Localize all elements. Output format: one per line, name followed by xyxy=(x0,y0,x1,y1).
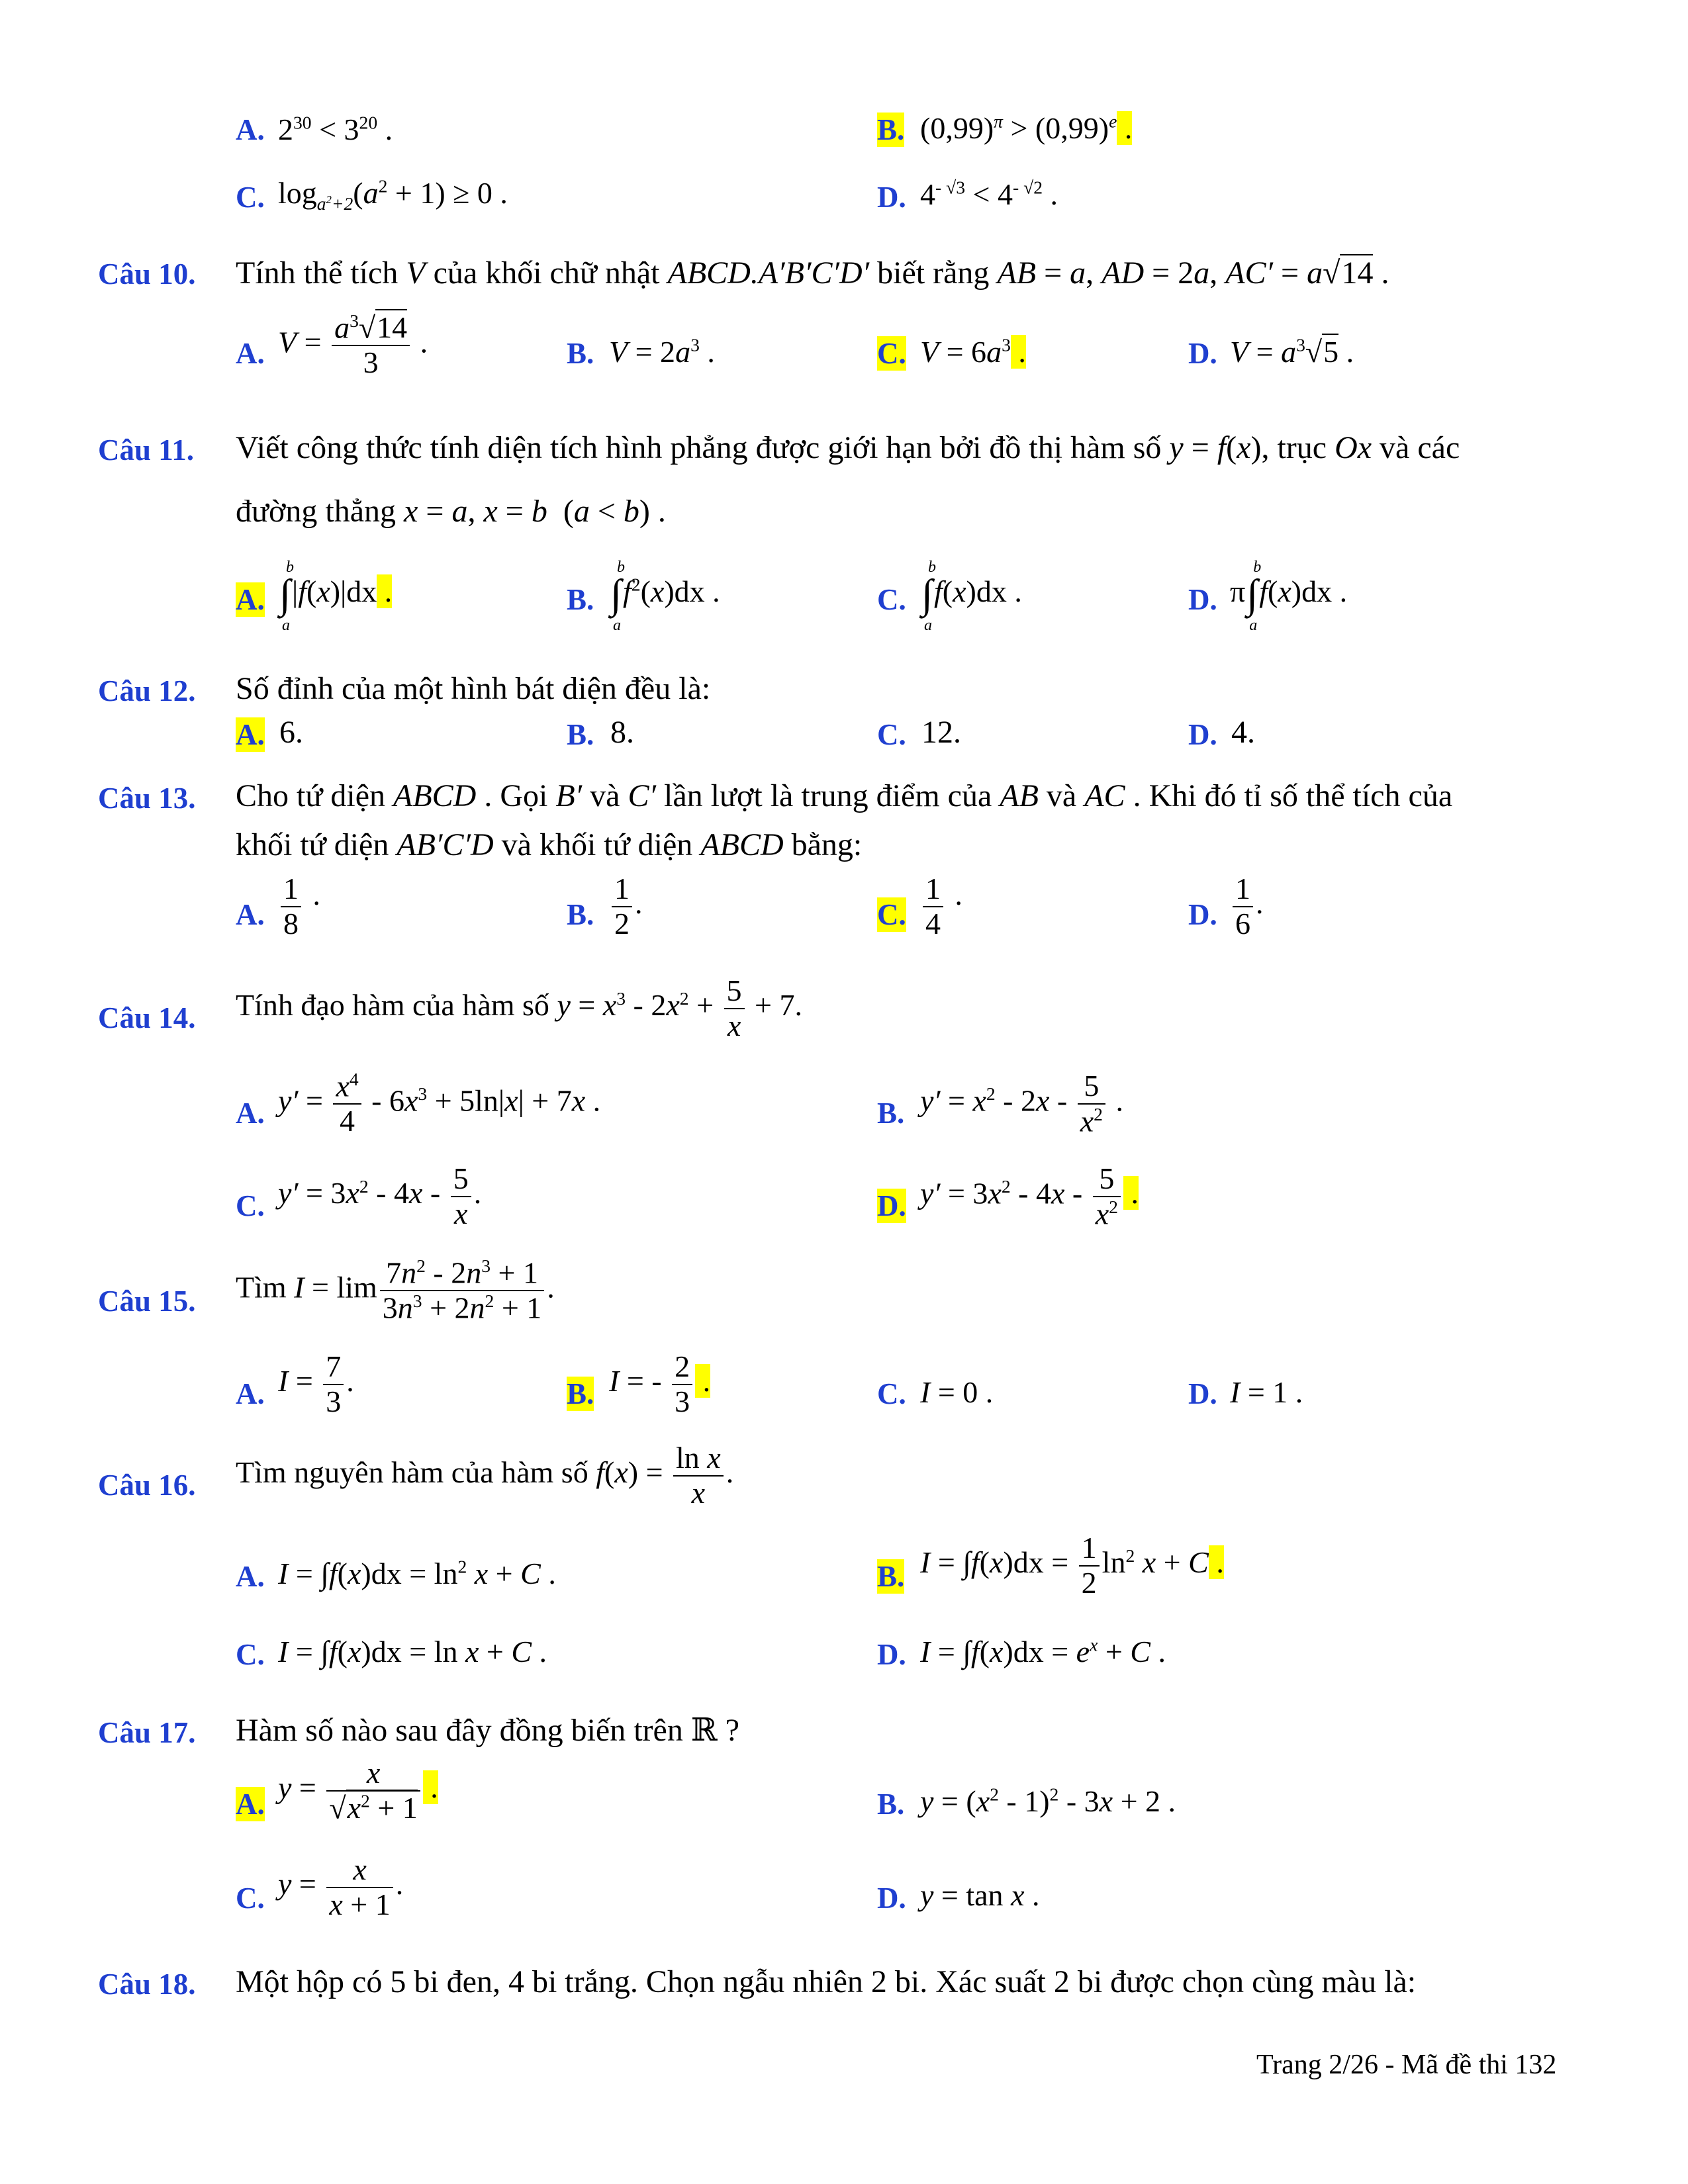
q13-option-c-label: C. xyxy=(877,898,906,931)
q12-option-d-label: D. xyxy=(1188,718,1217,751)
q14-stem: Tính đạo hàm của hàm số $y = x^3 - 2x^2$ + $\frac{5}{x}$ + 7. xyxy=(236,974,802,1042)
q15-stem: Tìm I = lim $\frac{7n^2 - 2n^3 + 1}{3n^3 + 2n^2 + 1}$ . xyxy=(236,1255,555,1325)
q14-option-a-math: y′ = $\frac{x^4}{4}$ - $6x^3 + 5\ln|x| + 7x$ . xyxy=(278,1069,601,1138)
q18-stem: Một hộp có 5 bi đen, 4 bi trắng. Chọn ngẫu nhiên 2 bi. Xác suất 2 bi được chọn cùng màu là: xyxy=(236,1964,1417,1999)
q17-option-d-math: y = tan x . xyxy=(920,1878,1040,1912)
q14-option-b-math: $y' = x^2 - 2x$ - $\frac{5}{x^2}$ . xyxy=(920,1069,1123,1138)
q14-option-d-math: $y' = 3x^2 - 4x$ - $\frac{5}{x^2}$ . xyxy=(920,1161,1139,1230)
q9-option-b-label: B. xyxy=(877,113,905,146)
q9-option-c-label: C. xyxy=(236,181,265,214)
q16-option-d-label: D. xyxy=(877,1638,906,1671)
q12-option-a-text: 6. xyxy=(279,715,303,750)
q15-option-c-math: I = 0 . xyxy=(920,1375,994,1409)
q15-option-a-label: A. xyxy=(236,1377,265,1410)
q16-stem: Tìm nguyên hàm của hàm số f(x) = $\frac{\text{ln x}}{x}$ . xyxy=(236,1441,734,1510)
page-footer: Trang 2/26 - Mã đề thi 132 xyxy=(1256,2050,1557,2080)
q13-option-a-label: A. xyxy=(236,898,265,931)
q11-stem-line-2: đường thẳng x = a, x = b (a < b) . xyxy=(236,494,666,529)
q11-number: Câu 11. xyxy=(98,433,195,467)
q14-option-c-math: $y' = 3x^2 - 4x$ - $\frac{5}{x}$ . xyxy=(278,1161,482,1230)
q12-option-c-label: C. xyxy=(877,718,906,751)
q14-option-a-label: A. xyxy=(236,1097,265,1130)
q11-option-b-math: ∫ b a $f^2(x)dx$ . xyxy=(610,559,720,635)
q10-option-a-label: A. xyxy=(236,337,265,370)
q9-option-d-label: D. xyxy=(877,181,906,214)
q10-option-b-label: B. xyxy=(567,337,594,370)
q17-stem: Hàm số nào sau đây đồng biến trên ℝ ? xyxy=(236,1713,740,1748)
q10-stem: Tính thể tích V của khối chữ nhật ABCD.A′B′C′D′ biết rằng AB = a, AD = 2a, AC′ = a√14 . xyxy=(236,255,1389,291)
q10-option-c-math: $V = 6a^3$ . xyxy=(920,334,1026,369)
q16-option-d-math: $I = \int f(x)dx = e^x + C$ . xyxy=(920,1634,1166,1668)
q9-option-d-math: $4^{- √3} < 4^{- √2}$ . xyxy=(920,177,1058,211)
q15-number: Câu 15. xyxy=(98,1285,196,1318)
q12-number: Câu 12. xyxy=(98,674,196,707)
q10-option-c-label: C. xyxy=(877,337,906,370)
q10-option-d-label: D. xyxy=(1188,337,1217,370)
q16-option-b-label: B. xyxy=(877,1560,905,1593)
q17-option-d-label: D. xyxy=(877,1882,906,1915)
q12-option-b-text: 8. xyxy=(610,715,634,750)
q11-option-a-label: A. xyxy=(236,583,265,616)
q17-option-b-label: B. xyxy=(877,1788,905,1821)
q12-option-b-label: B. xyxy=(567,718,594,751)
q14-number: Câu 14. xyxy=(98,1001,196,1034)
q17-number: Câu 17. xyxy=(98,1716,196,1749)
q12-stem: Số đỉnh của một hình bát diện đều là: xyxy=(236,671,711,706)
q16-option-b-math: I = ∫f(x)dx = $\frac{1}{2}$ $\ln^2 x + C$ . xyxy=(920,1531,1224,1600)
q17-option-c-math: y = $\frac{x}{x + 1}$ . xyxy=(278,1852,404,1921)
q15-option-b-label: B. xyxy=(567,1377,594,1410)
q18-number: Câu 18. xyxy=(98,1968,196,2001)
q13-stem-line-1: Cho tứ diện ABCD . Gọi B′ và C′ lần lượt là trung điểm của AB và AC . Khi đó tỉ số thể tích của xyxy=(236,778,1453,813)
q15-option-c-label: C. xyxy=(877,1377,906,1410)
q12-option-c-text: 12. xyxy=(921,715,961,750)
q11-option-c-math: ∫ b a f(x)dx . xyxy=(921,559,1022,635)
q13-option-a-math: $\frac{1}{8}$ · xyxy=(278,872,322,940)
q9-option-b-math: $(0,99)^\pi > (0,99)^e$ . xyxy=(920,111,1133,145)
q13-number: Câu 13. xyxy=(98,782,196,815)
q10-number: Câu 10. xyxy=(98,257,196,291)
q11-option-c-label: C. xyxy=(877,583,906,616)
q16-option-a-math: $I = \int f(x)dx = \ln^2 x + C$ . xyxy=(278,1556,556,1590)
q11-option-d-label: D. xyxy=(1188,583,1217,616)
q16-option-c-math: I = ∫f(x)dx = ln x + C . xyxy=(278,1635,547,1668)
q14-option-c-label: C. xyxy=(236,1189,265,1222)
q9-option-c-math: $\log_{a^2+2}(a^2 + 1) \ge 0$ . xyxy=(278,175,508,214)
q16-option-c-label: C. xyxy=(236,1638,265,1671)
q10-option-d-math: $V = a^3√5$ . xyxy=(1230,334,1354,369)
q13-stem-line-2: khối tứ diện AB′C′D và khối tứ diện ABCD bằng: xyxy=(236,827,863,862)
q17-option-c-label: C. xyxy=(236,1882,265,1915)
q15-option-a-math: I = $\frac{7}{3}$ . xyxy=(278,1349,354,1418)
q11-option-b-label: B. xyxy=(567,583,594,616)
q17-option-b-math: $y = (x^2 - 1)^2 - 3x + 2$ . xyxy=(920,1784,1176,1818)
q15-option-d-math: I = 1 . xyxy=(1230,1375,1303,1409)
q15-option-b-math: I = - $\frac{2}{3}$ . xyxy=(609,1349,711,1418)
q9-option-a-math: $2^{30} < 3^{20}$ . xyxy=(278,112,393,146)
q14-option-d-label: D. xyxy=(877,1189,906,1222)
q13-option-d-label: D. xyxy=(1188,898,1217,931)
q11-stem-line-1: Viết công thức tính diện tích hình phẳng được giới hạn bởi đồ thị hàm số y = f(x), trục Ox và các xyxy=(236,430,1460,465)
q17-option-a-math: y = $\frac{x}{√x^2 + 1}$ . xyxy=(278,1756,438,1825)
q14-option-b-label: B. xyxy=(877,1097,905,1130)
q9-option-a-label: A. xyxy=(236,113,265,146)
q11-option-a-math: ∫ b a |f(x)|dx . xyxy=(279,559,393,635)
q16-option-a-label: A. xyxy=(236,1560,265,1593)
q12-option-a-label: A. xyxy=(236,718,265,751)
q11-option-d-math: π∫ b a f(x)dx . xyxy=(1230,559,1348,635)
q13-option-c-math: $\frac{1}{4}$ · xyxy=(920,872,964,940)
q15-option-d-label: D. xyxy=(1188,1377,1217,1410)
q13-option-d-math: $\frac{1}{6}$ . xyxy=(1230,872,1264,940)
q13-option-b-math: $\frac{1}{2}$ . xyxy=(609,872,643,940)
q17-option-a-label: A. xyxy=(236,1788,265,1821)
q10-option-b-math: $V = 2a^3$ . xyxy=(609,334,715,369)
q12-option-d-text: 4. xyxy=(1231,715,1255,750)
q10-option-a-math: V = $\frac{a^3√14}{3}$ . xyxy=(278,310,428,379)
q13-option-b-label: B. xyxy=(567,898,594,931)
q16-number: Câu 16. xyxy=(98,1469,196,1502)
